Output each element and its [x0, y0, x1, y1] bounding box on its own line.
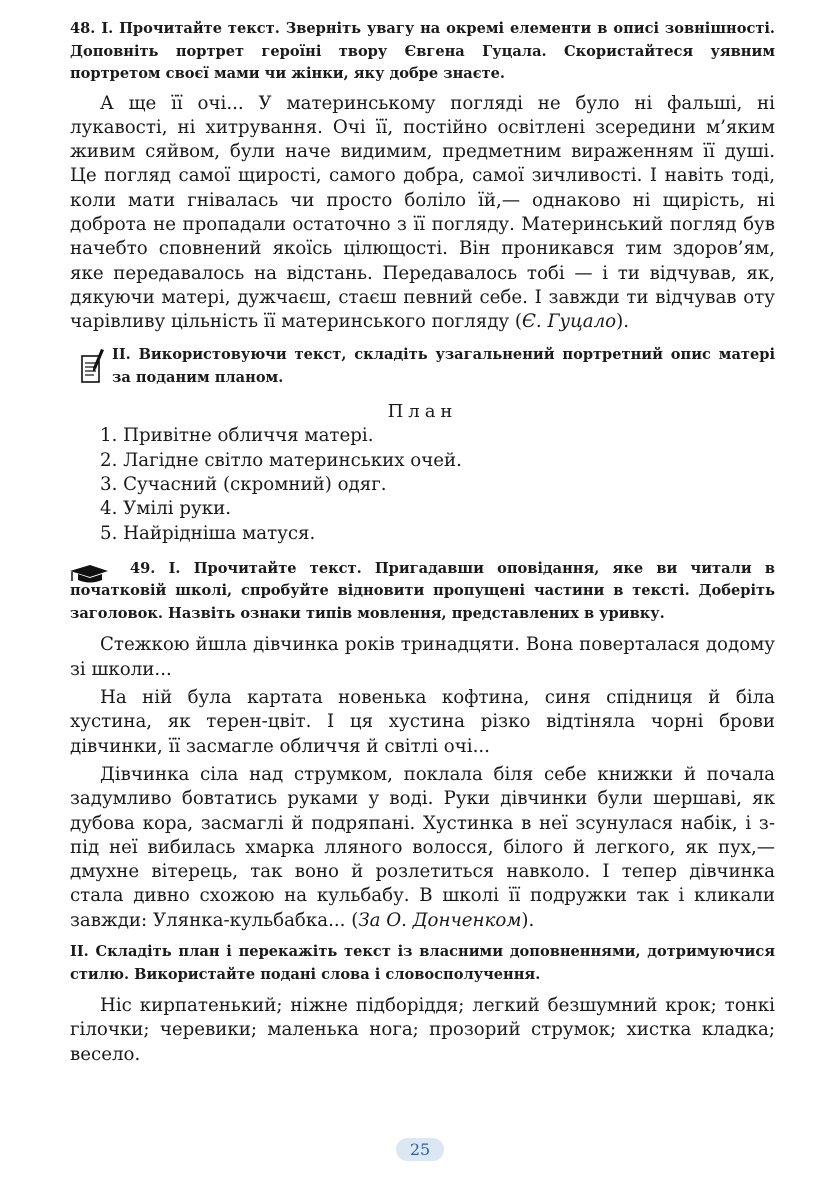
task-text: І. Прочитайте текст. Пригадавши оповідання, яке ви читали в початковій школі, спробуйте відновити пропущені частини в тексті. Доберіть заголовок. Назвіть ознаки типів мовлення, представлених в уривку.: [70, 559, 775, 622]
exercise-48: [70, 18, 775, 546]
exercise-number: 49.: [130, 559, 156, 577]
exercise-48-text: [70, 92, 775, 335]
plan-title: План: [387, 401, 458, 423]
page-number: [0, 1138, 840, 1161]
graduation-cap-icon: [68, 562, 110, 584]
exercise-48-task-2: [70, 344, 775, 389]
passage-end: ).: [521, 909, 535, 931]
passage-author: За О. Донченком: [358, 909, 522, 931]
exercise-48-task-1: [70, 18, 775, 86]
passage-text: Дівчинка сіла над струмком, поклала біля себе книжки й почала задумливо бовтатись руками у воді. Руки дівчинки були шершаві, як дубова кора, засмаглі й подряпані. Хустинка в неї зсунулася набік, і з-під неї вибилась хмарка лляного волосся, білого й легкого, як пух,— дмухне вітерець, так воно й розлетиться навколо. І тепер дівчинка стала дивно схожою на кульбабу. В школі її подружки так і кликали завжди: Улянка-кульбабка... (: [70, 763, 775, 931]
exercise-49-task-2: ІІ. Складіть план і перекажіть текст із власними доповненнями, дотримуючися стилю. Використайте подані слова і словосполучення.: [70, 943, 775, 983]
plan-item: 4. Умілі руки.: [100, 498, 232, 520]
exercise-number: 48.: [70, 20, 96, 37]
exercise-49-task-1: [70, 558, 775, 626]
passage-author: Є. Гуцало: [522, 311, 617, 333]
exercise-49-word-list: Ніс кирпатенький; ніжне підборіддя; легкий безшумний крок; тонкі гілочки; черевики; маленька нога; прозорий струмок; хистка кладка; весело.: [70, 995, 775, 1065]
notepad-pencil-icon: [80, 346, 104, 386]
exercise-49-paragraph-1: Стежкою йшла дівчинка років тринадцяти. Вона поверталася додому зі школи...: [70, 634, 775, 680]
passage-text: А ще її очі... У материнському погляді не було ні фальші, ні лукавості, ні хитрування. Очі її, постійно освітлені зсередини м’яким живим сяйвом, були наче видимим, предметним вираженням її душі. Це погляд самої щирості, самого добра, самої зичливості. І навіть тоді, коли мати гнівалась чи просто боліло їй,— однаково ні щирість, ні доброта не пропадали остаточно з її погляду. Материнський погляд був начебто сповнений якоїсь цілющості. Він проникався тим здоров’ям, яке передавалось на відстань. Передавалось тобі — і ти відчував, як, дякуючи матері, дужчаєш, стаєш певний себе. І завжди ти відчував оту чарівливу цільність її материнського погляду (: [70, 92, 775, 333]
plan-item: 3. Сучасний (скромний) одяг.: [100, 474, 387, 496]
exercise-49-paragraph-3: [70, 763, 775, 933]
passage-end: ).: [616, 311, 630, 333]
exercise-49-paragraph-2: На ній була картата новенька кофтина, синя спідниця й біла хустина, як терен-цвіт. І ця хустина різко відтіняла чорні брови дівчинки, її засмагле обличчя й світлі очі...: [70, 687, 775, 757]
textbook-page: [70, 18, 775, 1067]
plan-item: 5. Найрідніша матуся.: [100, 522, 316, 544]
plan-list: [70, 424, 775, 545]
task-text: І. Прочитайте текст. Зверніть увагу на окремі елементи в описі зовнішності. Доповніть портрет героїні твору Євгена Гуцала. Скористайтеся уявним портретом своєї мами чи жінки, яку добре знаєте.: [70, 20, 775, 82]
plan-item: 1. Привітне обличчя матері.: [100, 425, 374, 447]
task-text: ІІ. Використовуючи текст, складіть узагальнений портретний опис матері за поданим планом.: [112, 346, 775, 386]
plan-item: 2. Лагідне світло материнських очей.: [100, 449, 462, 471]
page-number-label: 25: [396, 1138, 444, 1161]
exercise-49: [70, 558, 775, 626]
